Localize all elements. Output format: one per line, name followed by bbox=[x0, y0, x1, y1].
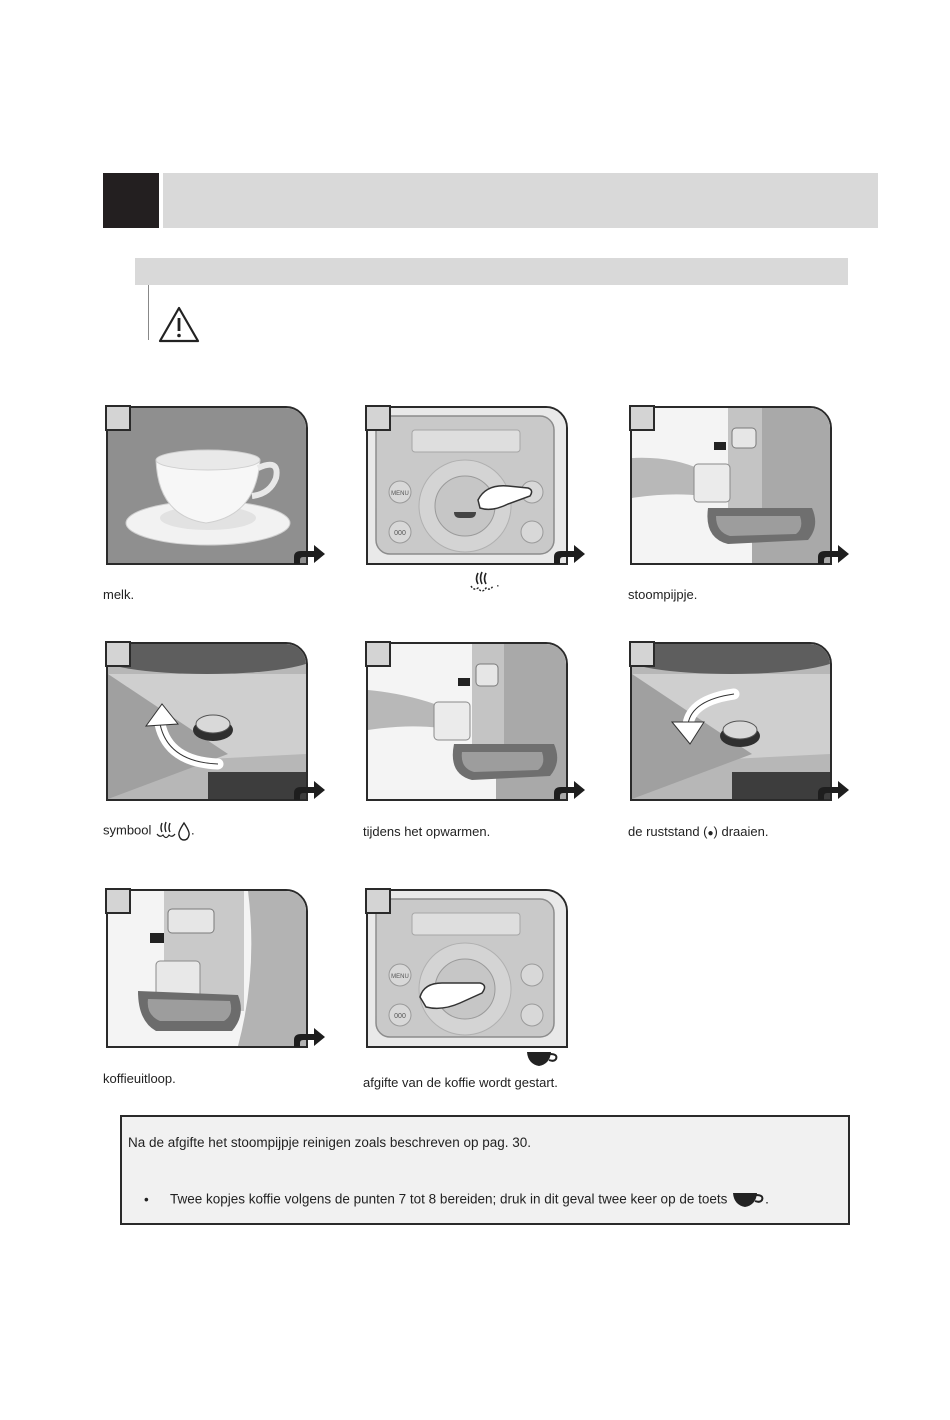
coffee-cup-icon bbox=[525, 1050, 559, 1068]
control-panel-steam-illustration bbox=[368, 408, 566, 563]
warning-triangle-icon bbox=[158, 305, 200, 343]
bullet: • bbox=[144, 1191, 149, 1207]
section-title-bar bbox=[163, 173, 878, 228]
step-7-caption: koffieuitloop. bbox=[103, 1071, 176, 1086]
step-1 bbox=[106, 406, 326, 566]
step-image-frame bbox=[106, 889, 308, 1048]
note-line-2-suffix: . bbox=[765, 1191, 769, 1207]
steam-icon bbox=[155, 820, 177, 842]
step-number-box bbox=[105, 641, 131, 667]
knob-turn-to-rest-illustration bbox=[632, 644, 830, 799]
step-number-box bbox=[365, 888, 391, 914]
pitcher-heating-illustration bbox=[368, 644, 566, 799]
step-image-frame bbox=[630, 406, 832, 565]
step-6-caption-prefix: de ruststand ( bbox=[628, 824, 708, 839]
step-6-caption-suffix: ) draaien. bbox=[713, 824, 769, 839]
note-box bbox=[120, 1115, 850, 1225]
step-4-caption-text: symbool bbox=[103, 822, 152, 838]
pitcher-under-steam-wand-illustration bbox=[632, 408, 830, 563]
next-arrow-icon bbox=[552, 544, 586, 566]
section-number-block bbox=[103, 173, 159, 228]
step-4-caption-suffix: . bbox=[191, 822, 195, 838]
next-arrow-icon bbox=[552, 780, 586, 802]
control-panel-coffee-illustration bbox=[368, 891, 566, 1046]
step-1-caption: melk. bbox=[103, 587, 135, 602]
step-6 bbox=[630, 642, 850, 802]
water-drop-icon bbox=[177, 820, 191, 842]
step-2-caption bbox=[468, 570, 500, 596]
next-arrow-icon bbox=[816, 544, 850, 566]
step-8-caption: afgifte van de koffie wordt gestart. bbox=[363, 1075, 558, 1090]
step-image-frame bbox=[366, 406, 568, 565]
dots-button-label: 000 bbox=[394, 530, 406, 537]
step-image-frame bbox=[630, 642, 832, 801]
rest-position-dot-icon: ● bbox=[707, 828, 714, 839]
step-image-frame bbox=[106, 642, 308, 801]
note-line-1: Na de afgifte het stoompijpje reinigen zoals beschreven op pag. 30. bbox=[128, 1135, 532, 1150]
step-image-frame bbox=[366, 642, 568, 801]
step-image-frame bbox=[106, 406, 308, 565]
step-number-box bbox=[629, 405, 655, 431]
step-number-box bbox=[105, 405, 131, 431]
note-line-2-text: Twee kopjes koffie volgens de punten 7 tot 8 bereiden; druk in dit geval twee keer op de toets bbox=[170, 1191, 728, 1207]
cup-under-spout-illustration bbox=[108, 891, 306, 1046]
step-3 bbox=[630, 406, 850, 566]
step-4-caption bbox=[103, 820, 195, 842]
menu-button-label: MENU bbox=[391, 974, 409, 980]
warning-divider bbox=[148, 285, 149, 340]
step-5 bbox=[366, 642, 586, 802]
step-4 bbox=[106, 642, 326, 802]
next-arrow-icon bbox=[816, 780, 850, 802]
coffee-cup-icon bbox=[731, 1191, 765, 1209]
step-image-frame bbox=[366, 889, 568, 1048]
step-2 bbox=[366, 406, 586, 566]
step-number-box bbox=[629, 641, 655, 667]
steam-icon bbox=[468, 570, 496, 596]
next-arrow-icon bbox=[292, 780, 326, 802]
menu-button-label: MENU bbox=[391, 491, 409, 497]
cup-and-saucer-illustration bbox=[108, 408, 306, 563]
subsection-bar bbox=[135, 258, 848, 285]
step-7 bbox=[106, 889, 326, 1049]
step-number-box bbox=[105, 888, 131, 914]
dots-button-label: 000 bbox=[394, 1013, 406, 1020]
next-arrow-icon bbox=[292, 544, 326, 566]
next-arrow-icon bbox=[292, 1027, 326, 1049]
knob-turn-to-steam-illustration bbox=[108, 644, 306, 799]
step-5-caption: tijdens het opwarmen. bbox=[363, 824, 491, 839]
step-number-box bbox=[365, 641, 391, 667]
step-6-caption bbox=[628, 824, 768, 839]
step-number-box bbox=[365, 405, 391, 431]
step-3-caption: stoompijpje. bbox=[628, 587, 698, 602]
note-line-2 bbox=[144, 1191, 769, 1209]
step-2-caption-suffix: . bbox=[496, 574, 500, 590]
step-8 bbox=[366, 889, 586, 1049]
